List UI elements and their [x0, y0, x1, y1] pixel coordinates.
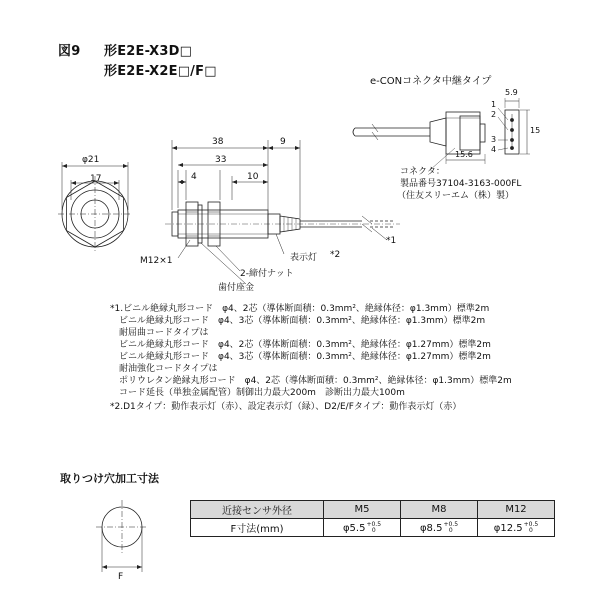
label-nut: 2-締付ナット: [240, 269, 294, 279]
note-line: ポリウレタン絶縁丸形コード φ4、2芯（導体断面積：0.3mm²、絶縁体径：φ1.3mm）標準2m: [110, 376, 512, 386]
econ-pin-4: 4: [491, 145, 497, 154]
table-cell: [478, 519, 555, 537]
table-cell: [324, 519, 401, 537]
mounting-f-label: F: [118, 572, 124, 582]
f-value-m8: φ8.5: [419, 522, 443, 534]
mounting-heading: 取りつけ穴加工寸法: [60, 472, 159, 485]
dim-38: 38: [212, 137, 224, 147]
table-header-cell: M8: [401, 501, 478, 519]
note-line: ビニル絶縁丸形コード φ4、3芯（導体断面積：0.3mm²、絶縁体径：φ1.3mm）標準2m: [110, 316, 486, 326]
label-indicator: 表示灯: [290, 253, 318, 263]
econ-connector: [353, 98, 530, 170]
note-line: 耐屈曲コードタイプは: [110, 328, 209, 338]
note-line: ビニル絶縁丸形コード φ4、2芯（導体断面積：0.3mm²、絶縁体径：φ1.27mm）標準2m: [110, 340, 491, 350]
mounting-table: [190, 500, 555, 537]
table-header-row: [191, 501, 555, 519]
f-value-m12: φ12.5: [493, 522, 523, 534]
econ-heading: e-CONコネクタ中継タイプ: [370, 76, 492, 87]
label-note-ref-2: *2: [330, 250, 341, 260]
table-cell: [401, 519, 478, 537]
note-line: *2.D1タイプ：動作表示灯（赤）、設定表示灯（緑）、D2/E/Fタイプ：動作表示灯（赤）: [110, 402, 462, 412]
econ-note-3: （住友スリーエム（株）製）: [397, 191, 515, 201]
label-note-ref-1: *1: [386, 236, 397, 246]
tol-plus: +0.5: [366, 520, 382, 528]
table-row-label: F寸法(mm): [191, 519, 324, 537]
econ-note-1: コネクタ：: [400, 167, 445, 177]
note-line: コード延長（単独金属配管）制御出力最大200m 診断出力最大100m: [110, 388, 405, 398]
econ-dim-h: 15: [530, 126, 541, 135]
side-view-sensor: [165, 140, 400, 284]
label-thread: M12×1: [140, 256, 173, 266]
table-header-cell: 近接センサ外径: [191, 501, 324, 519]
tol-minus: 0: [448, 526, 453, 534]
econ-pin-2: 2: [491, 110, 497, 119]
f-value-m5: φ5.5: [342, 522, 366, 534]
mounting-hole: [96, 500, 148, 572]
econ-dim-w: 5.9: [505, 88, 518, 97]
econ-note-2: 製品番号37104-3163-000FL: [400, 179, 522, 189]
dim-4: 4: [191, 172, 197, 182]
figure-title-1: 形E2E-X3D□: [104, 44, 193, 59]
dim-9: 9: [280, 137, 286, 147]
dim-33: 33: [215, 155, 227, 165]
table-header-cell: M5: [324, 501, 401, 519]
figure-title-2: 形E2E-X2E□/F□: [104, 64, 217, 79]
label-washer: 歯付座金: [218, 283, 255, 293]
econ-pin-3: 3: [491, 135, 497, 144]
econ-dim-len: 15.6: [455, 150, 473, 159]
tol-minus: 0: [529, 526, 533, 534]
tol-plus: +0.5: [523, 520, 539, 528]
dim-phi21: φ21: [82, 155, 100, 165]
dim-17: 17: [90, 174, 102, 184]
table-row: [191, 519, 555, 537]
dim-10: 10: [247, 172, 259, 182]
table-header-cell: M12: [478, 501, 555, 519]
note-line: ビニル絶縁丸形コード φ4、3芯（導体断面積：0.3mm²、絶縁体径：φ1.27mm）標準2m: [110, 352, 491, 362]
note-line: *1.ビニル絶縁丸形コード φ4、2芯（導体断面積：0.3mm²、絶縁体径：φ1.3mm）標準2m: [110, 304, 490, 314]
figure-label: 図9: [58, 44, 81, 59]
tol-plus: +0.5: [443, 520, 459, 528]
tol-minus: 0: [371, 526, 376, 534]
econ-pin-1: 1: [491, 100, 497, 109]
note-line: 耐油強化コードタイプは: [110, 364, 218, 374]
